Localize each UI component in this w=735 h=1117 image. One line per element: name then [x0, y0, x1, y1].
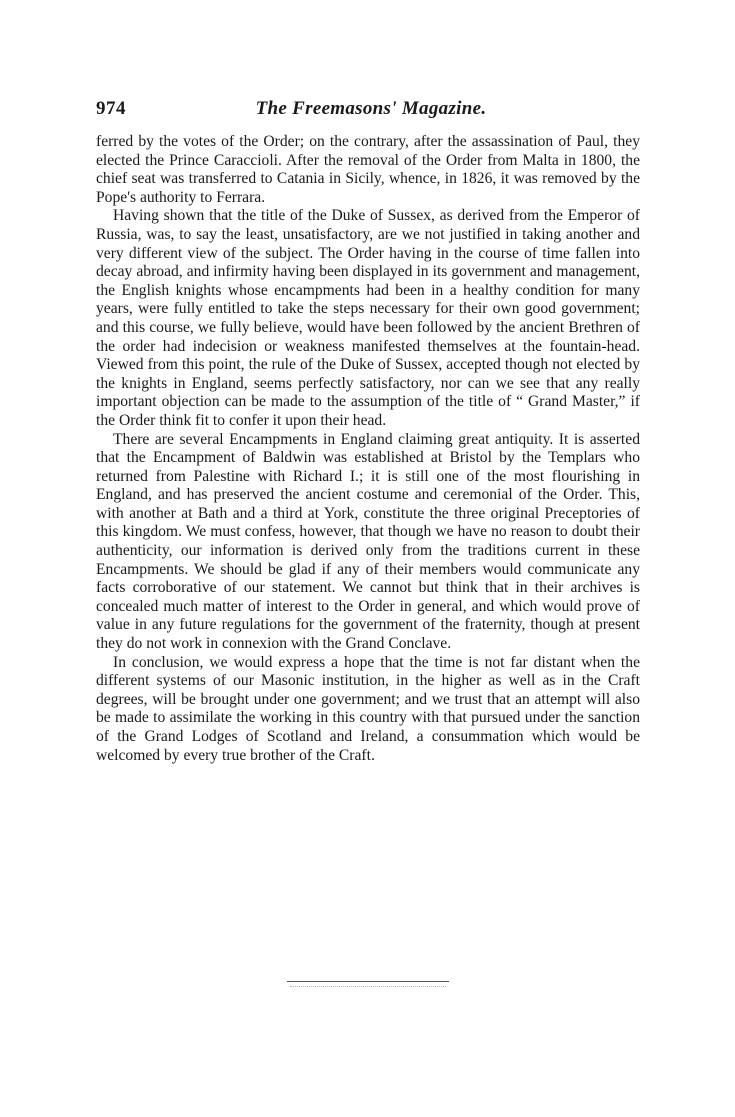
section-divider-faint	[290, 986, 446, 987]
section-divider	[287, 981, 449, 982]
paragraph-continuation: ferred by the votes of the Order; on the contrary, after the assassination of Paul, they elected the Prince Caraccioli. After the removal of the Order from Malta in 1800, the chief seat was transferred to Catania in Sicily, whence, in 1826, it was removed by the Pope's authority to Ferrara.	[96, 133, 640, 206]
article-body	[96, 133, 640, 765]
paragraph-duke-of-sussex: Having shown that the title of the Duke of Sussex, as derived from the Emperor of Russia, was, to say the least, unsatisfactory, are we not justified in taking another and very different view of the subject. The Order having in the course of time fallen into decay abroad, and infirmity having been displayed in its government and management, the English knights whose encampments had been in a healthy condition for many years, were fully entitled to take the steps necessary for their own good government; and this course, we fully believe, would have been followed by the ancient Brethren of the order had indecision or weakness manifested themselves at the fountain-head. Viewed from this point, the rule of the Duke of Sussex, accepted though not elected by the knights in England, seems perfectly satisfactory, nor can we see that any really important objection can be made to the assumption of the title of “ Grand Master,” if the Order think fit to confer it upon their head.	[96, 207, 640, 429]
paragraph-encampments: There are several Encampments in England claiming great antiquity. It is asserted that the Encampment of Baldwin was established at Bristol by the Templars who returned from Palestine with Richard I.; it is still one of the most flourishing in England, and has preserved the ancient costume and ceremonial of the Order. This, with another at Bath and a third at York, constitute the three original Preceptories of this kingdom. We must confess, however, that though we have no reason to doubt their authenticity, our information is derived only from the traditions current in these Encampments. We should be glad if any of their members would communicate any facts corroborative of our statement. We cannot but think that in their archives is concealed much matter of interest to the Order in general, and which would prove of value in any future regulations for the government of the fraternity, though at present they do not work in connexion with the Grand Conclave.	[96, 430, 640, 653]
paragraph-conclusion: In conclusion, we would express a hope that the time is not far distant when the different systems of our Masonic institution, in the higher as well as in the Craft degrees, will be brought under one government; and we trust that an attempt will also be made to assimilate the working in this country with that pursued under the sanction of the Grand Lodges of Scotland and Ireland, a consummation which would be welcomed by every true brother of the Craft.	[96, 653, 640, 764]
page-header	[96, 98, 646, 126]
page-number: 974	[96, 98, 126, 119]
running-title: The Freemasons' Magazine.	[255, 98, 487, 119]
